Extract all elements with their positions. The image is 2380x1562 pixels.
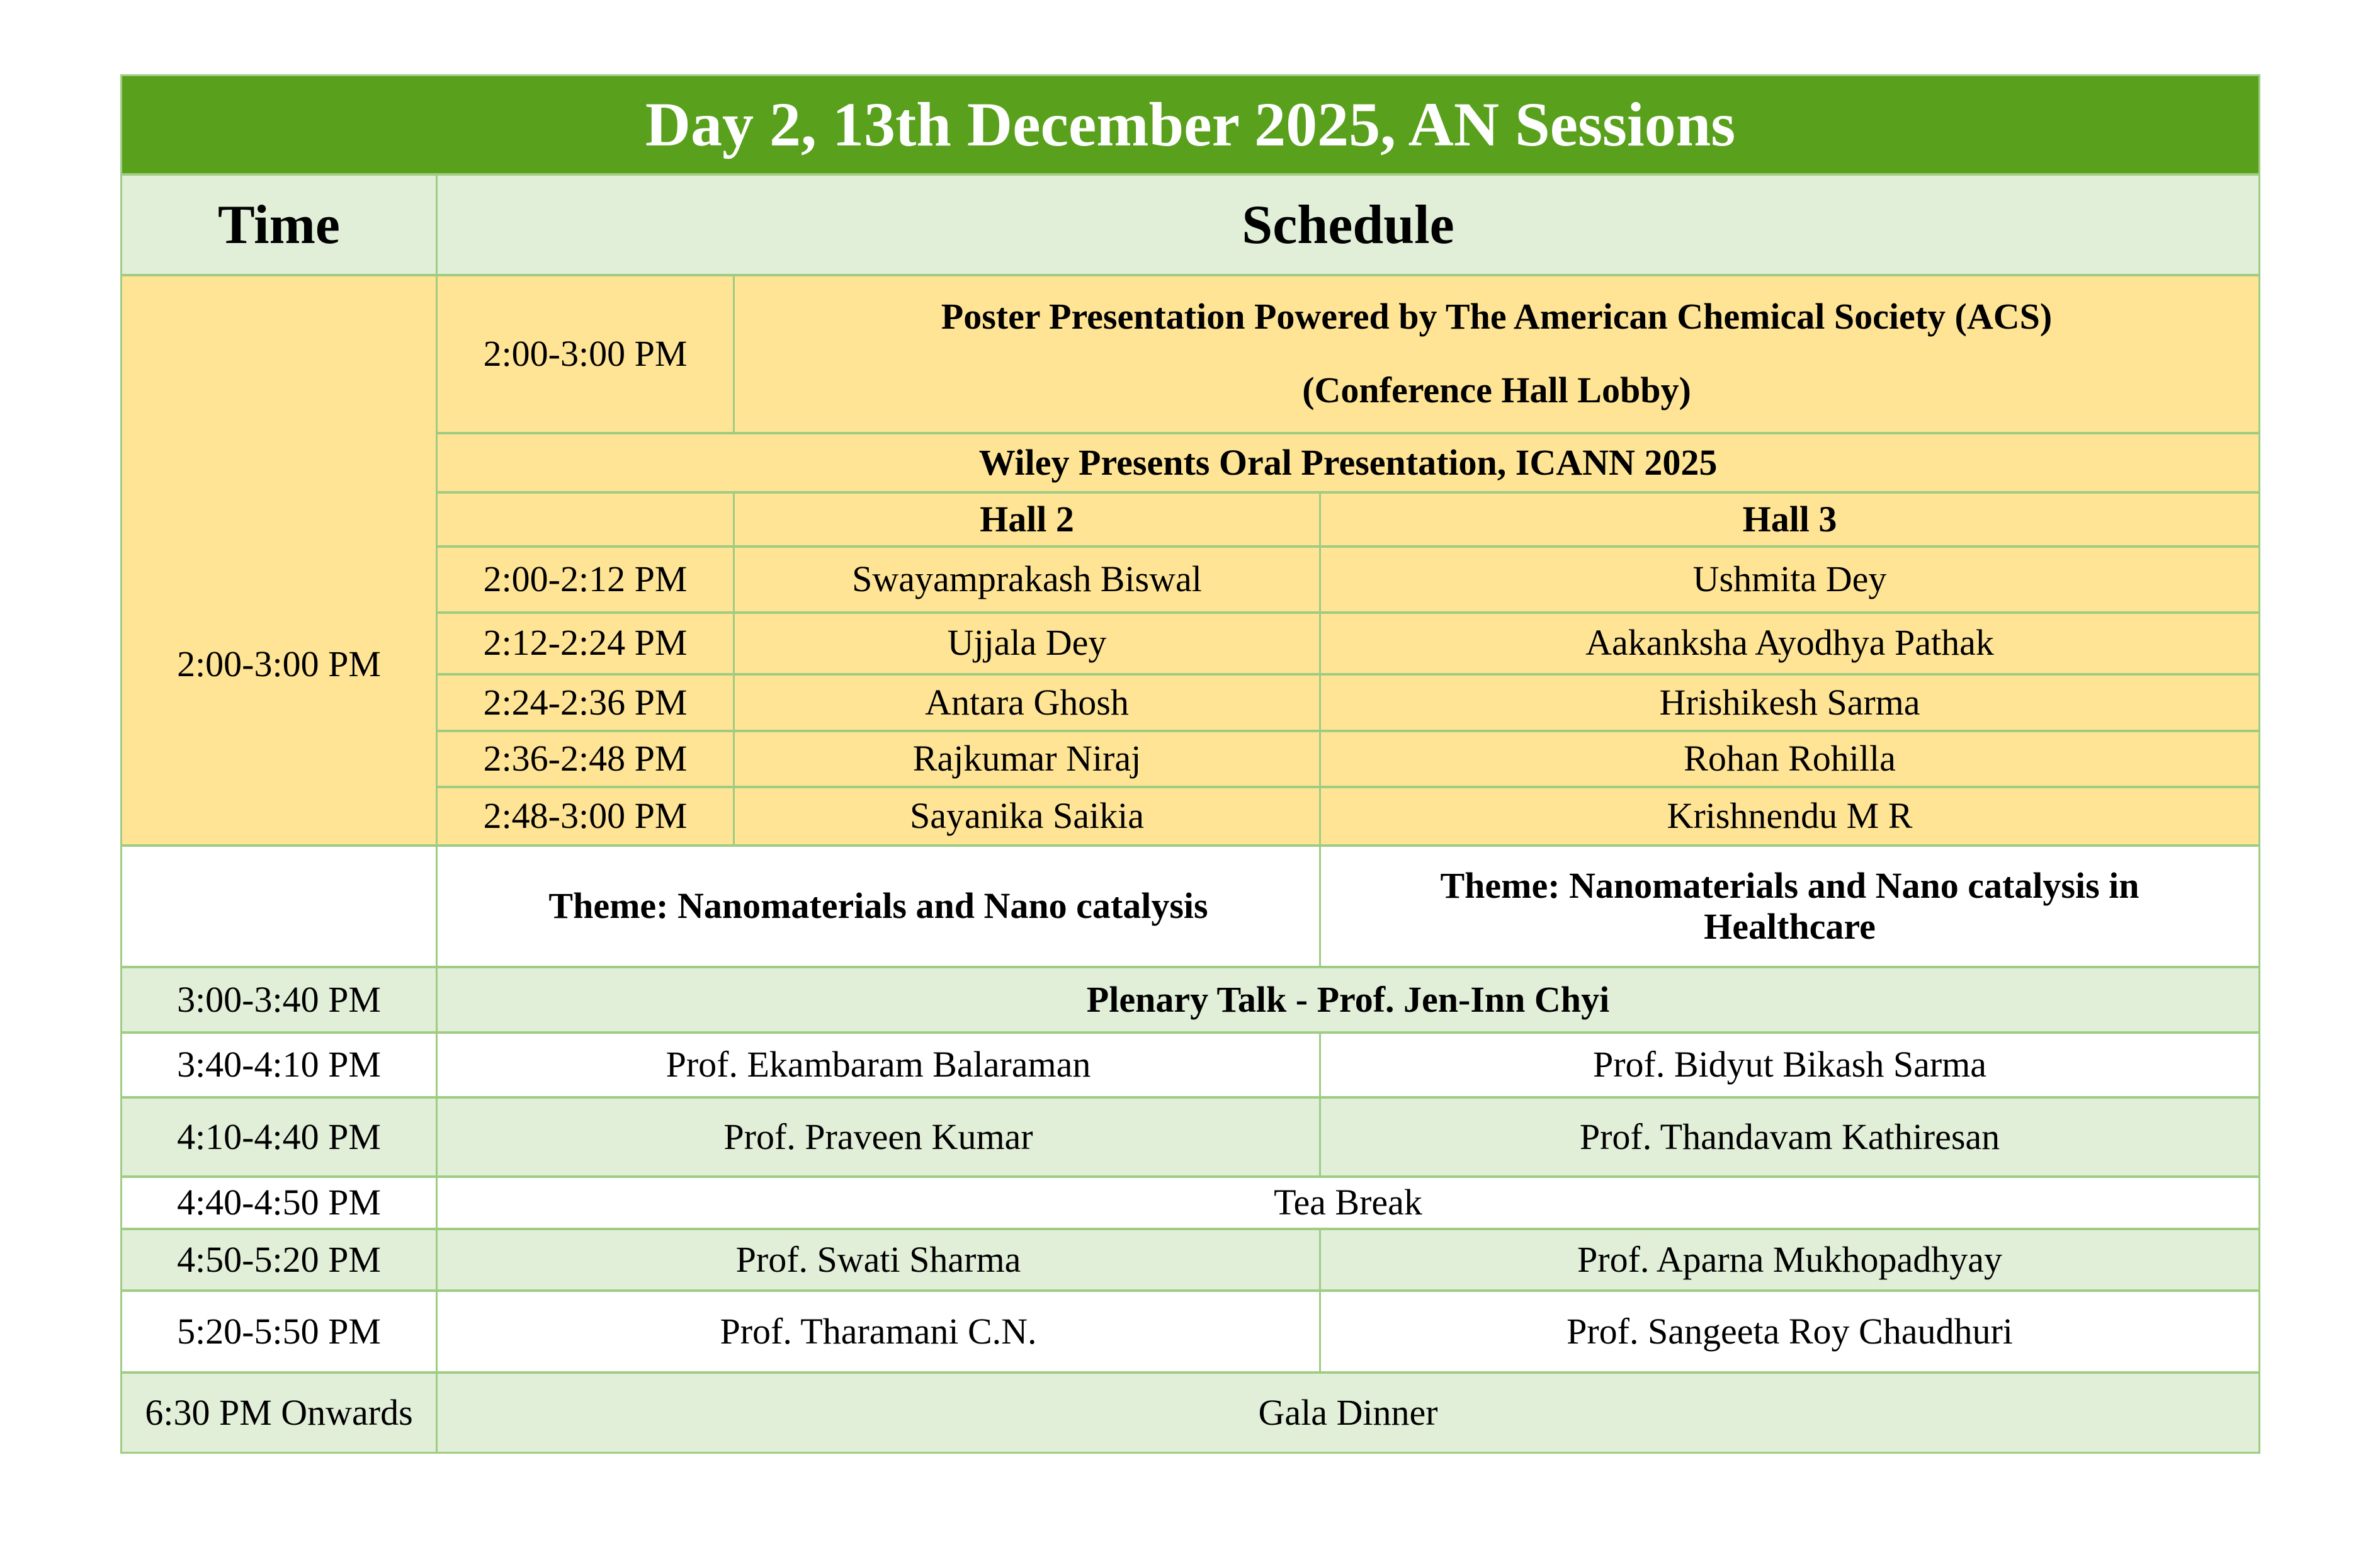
gala-dinner-row [122, 1371, 2258, 1452]
table-row [438, 611, 2258, 674]
hall2-speaker: Prof. Tharamani C.N. [438, 1292, 1321, 1371]
oral-presentation-header-row [438, 432, 2258, 492]
session-time: 2:24-2:36 PM [438, 676, 735, 730]
session-hall2-speaker: Antara Ghosh [735, 676, 1321, 730]
poster-location: (Conference Hall Lobby) [1302, 370, 1691, 411]
hall2-speaker: Prof. Swati Sharma [438, 1230, 1321, 1289]
poster-title: Poster Presentation Powered by The American Chemical Society (ACS) [941, 296, 2053, 337]
column-header-time: Time [122, 176, 438, 274]
hall2-speaker: Prof. Ekambaram Balaraman [438, 1034, 1321, 1096]
hall3-speaker: Prof. Aparna Mukhopadhyay [1577, 1238, 2002, 1280]
hall3-speaker: Prof. Sangeeta Roy Chaudhuri [1567, 1310, 2013, 1352]
poster-cell [735, 276, 2258, 432]
tea-break-label: Tea Break [1274, 1182, 1422, 1223]
row-time: 6:30 PM Onwards [122, 1374, 438, 1452]
session-hall3-speaker: Rohan Rohilla [1321, 732, 2258, 786]
theme-row [122, 844, 2258, 966]
session-time: 2:36-2:48 PM [438, 732, 735, 786]
page-title: Day 2, 13th December 2025, AN Sessions [645, 89, 1736, 159]
row-time: 4:40-4:50 PM [122, 1178, 438, 1228]
session-time: 2:48-3:00 PM [438, 788, 735, 844]
poster-time: 2:00-3:00 PM [438, 276, 735, 432]
session-hall2-speaker: Swayamprakash Biswal [735, 548, 1321, 611]
poster-presentation-row [438, 276, 2258, 432]
column-header-schedule: Schedule [1242, 194, 1454, 256]
theme-hall2: Theme: Nanomaterials and Nano catalysis [438, 847, 1321, 966]
oral-presentation-header: Wiley Presents Oral Presentation, ICANN 2025 [438, 434, 2258, 492]
row-time: 4:50-5:20 PM [122, 1230, 438, 1289]
session-hall3-speaker: Krishnendu M R [1321, 788, 2258, 844]
theme-time-spacer [122, 847, 438, 966]
session-hall2-speaker: Ujjala Dey [735, 614, 1321, 674]
hall3-speaker: Prof. Thandavam Kathiresan [1579, 1116, 2000, 1157]
hall3-header: Hall 3 [1321, 494, 2258, 545]
table-row [122, 1096, 2258, 1175]
table-row [438, 545, 2258, 611]
table-row [438, 673, 2258, 730]
plenary-row [122, 966, 2258, 1031]
row-time: 3:40-4:10 PM [122, 1034, 438, 1096]
row-time: 5:20-5:50 PM [122, 1292, 438, 1371]
hall3-speaker: Prof. Bidyut Bikash Sarma [1592, 1044, 1987, 1085]
afternoon-session-block [122, 274, 2258, 844]
session-hall3-speaker: Aakanksha Ayodhya Pathak [1321, 614, 2258, 674]
table-row [438, 730, 2258, 786]
title-bar [122, 76, 2258, 173]
row-time: 3:00-3:40 PM [122, 968, 438, 1031]
table-row [122, 1031, 2258, 1096]
theme-hall3: Theme: Nanomaterials and Nano catalysis in Healthcare [1440, 864, 2139, 947]
row-time: 4:10-4:40 PM [122, 1099, 438, 1175]
session-hall2-speaker: Sayanika Saikia [735, 788, 1321, 844]
session-hall3-speaker: Ushmita Dey [1321, 548, 2258, 611]
session-hall3-speaker: Hrishikesh Sarma [1321, 676, 2258, 730]
table-row [438, 786, 2258, 844]
block-schedule-area [438, 276, 2258, 844]
session-time: 2:00-2:12 PM [438, 548, 735, 611]
hall2-speaker: Prof. Praveen Kumar [438, 1099, 1321, 1175]
block-time-range: 2:00-3:00 PM [122, 276, 438, 844]
conference-schedule-table [120, 74, 2260, 1454]
gala-dinner-label: Gala Dinner [1258, 1391, 1438, 1433]
session-time: 2:12-2:24 PM [438, 614, 735, 674]
plenary-label: Plenary Talk - Prof. Jen-Inn Chyi [1086, 978, 1610, 1020]
hall-header-row [438, 491, 2258, 545]
hall-header-spacer [438, 494, 735, 545]
table-row [122, 1228, 2258, 1289]
hall2-header: Hall 2 [735, 494, 1321, 545]
table-row [122, 1289, 2258, 1371]
column-header-row [122, 173, 2258, 274]
session-hall2-speaker: Rajkumar Niraj [735, 732, 1321, 786]
tea-break-row [122, 1175, 2258, 1228]
